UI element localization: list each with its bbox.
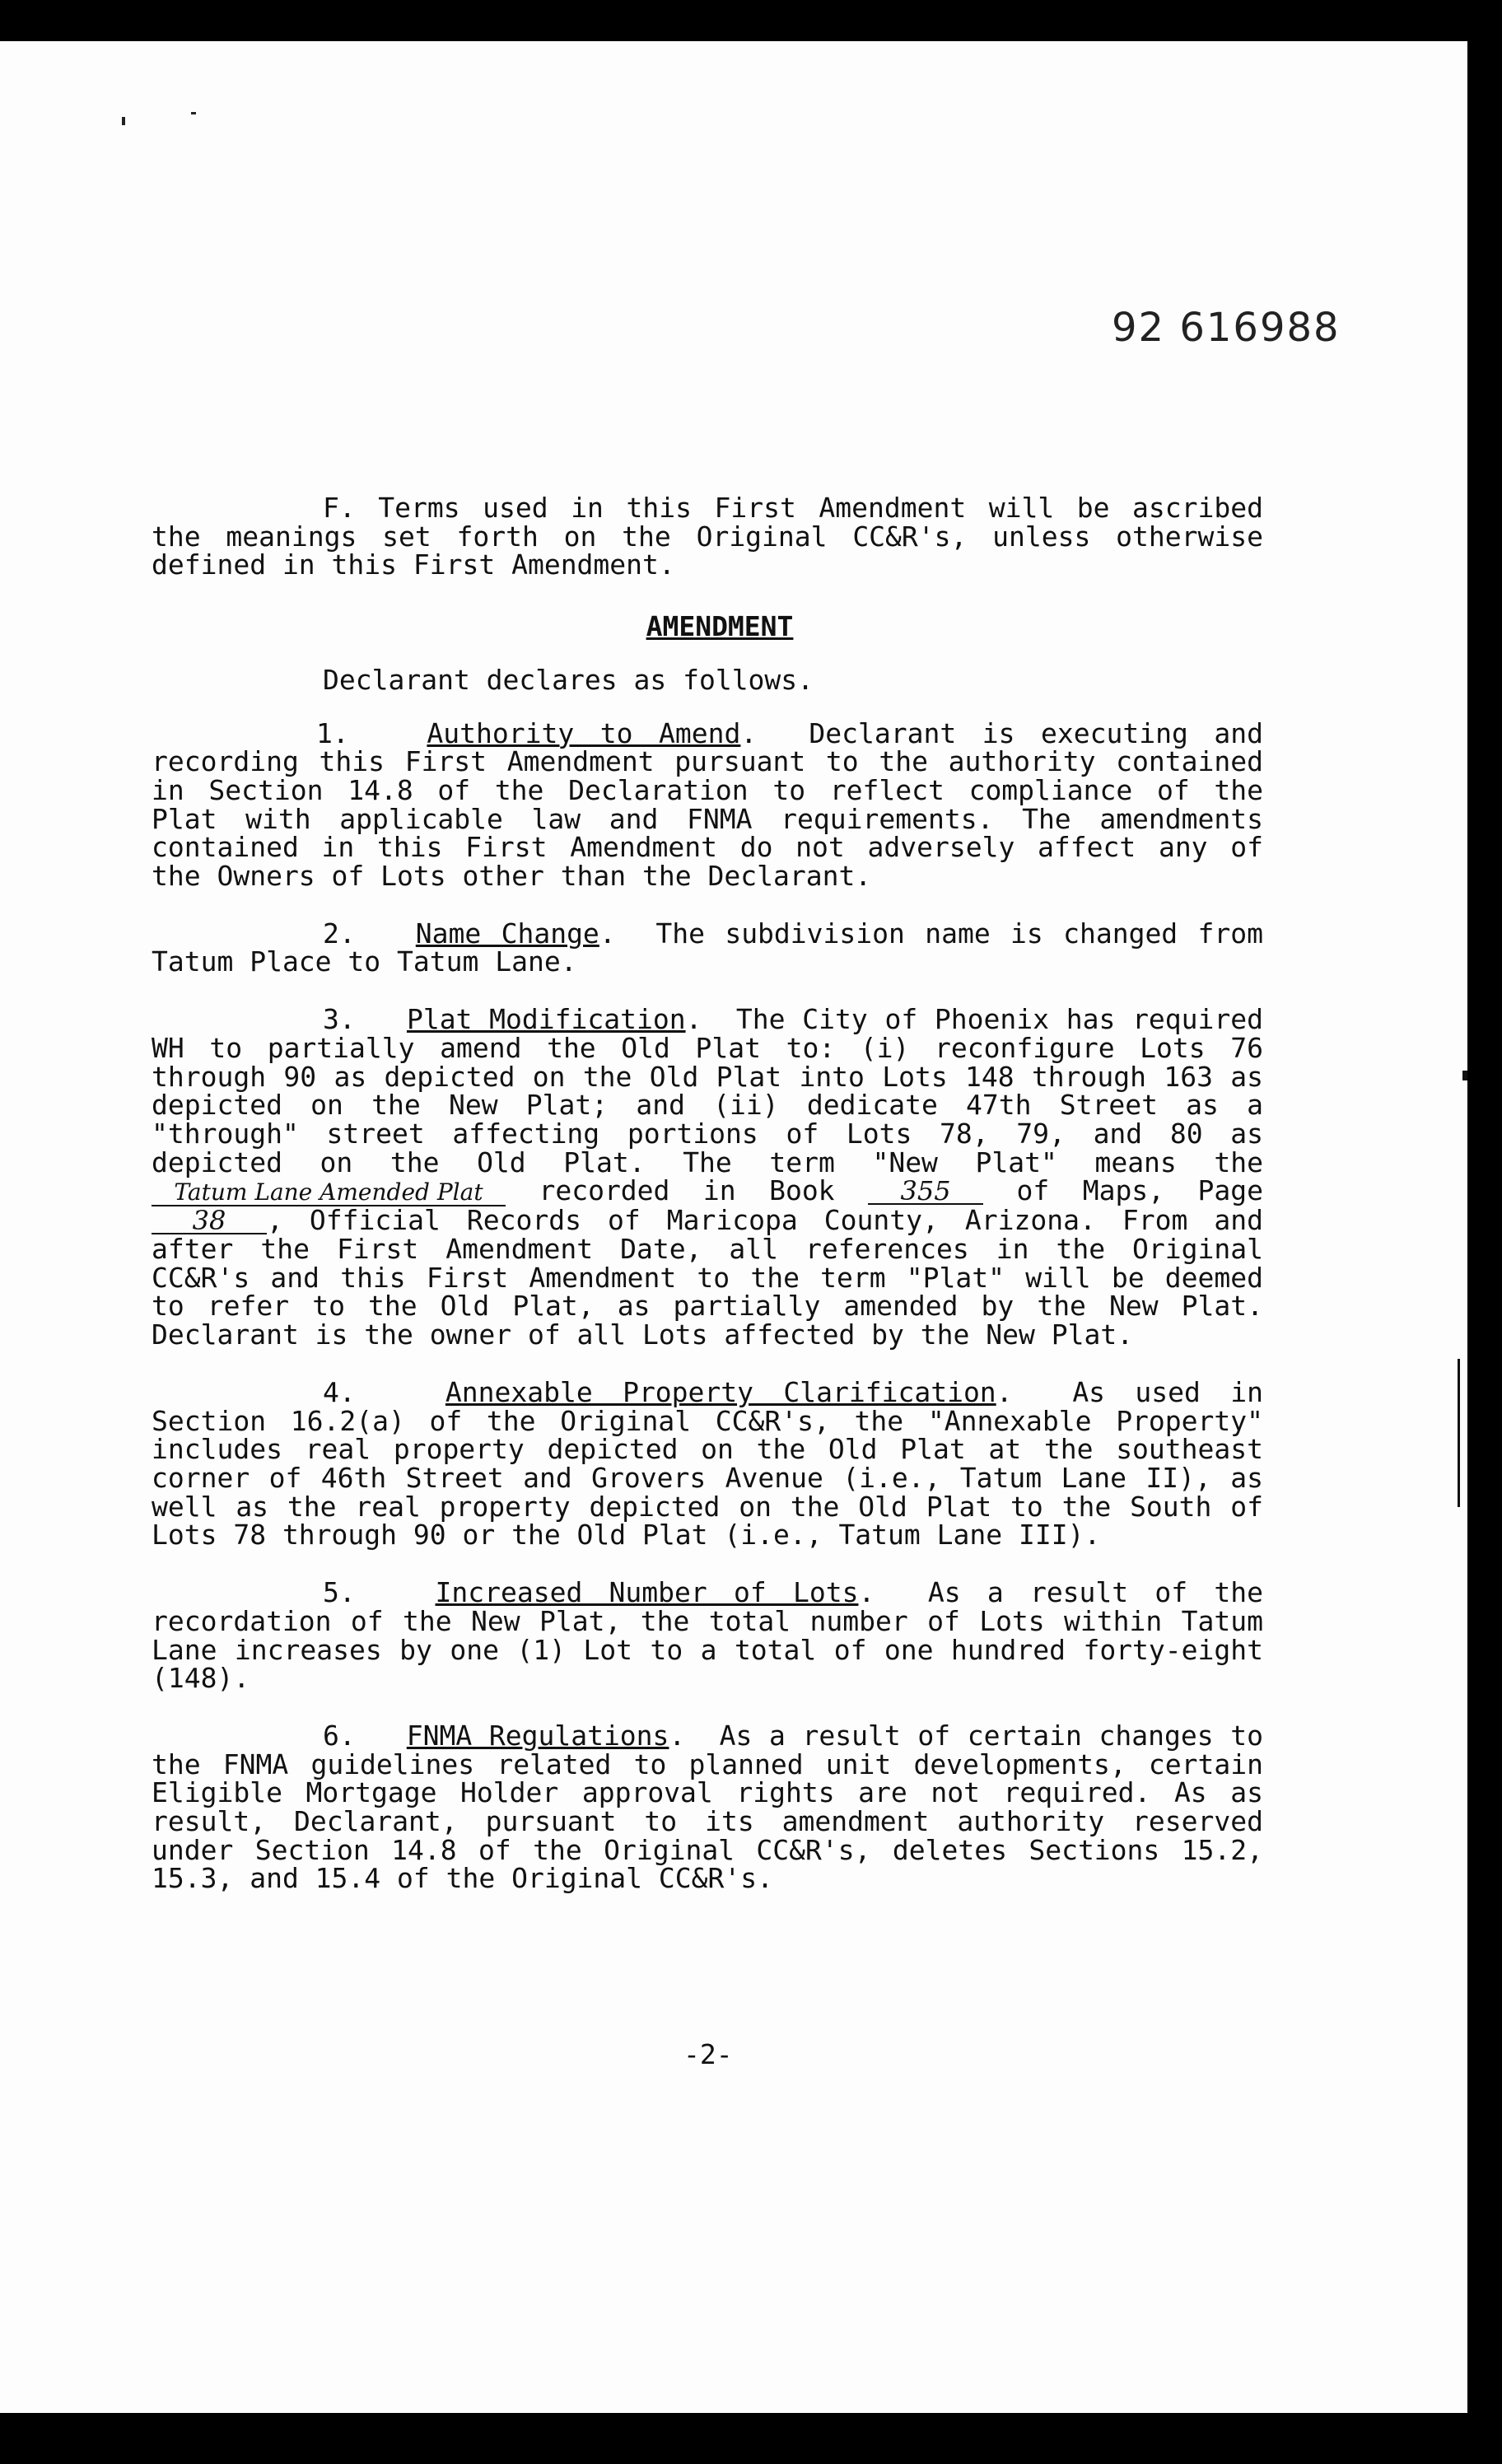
document-number: 92 616988 [1112,305,1341,351]
paragraph-f-text: F. Terms used in this First Amendment will be ascribed the meanings set forth on the Original CC&R's, unless otherwise defined in this First Amendment. [152,492,1263,581]
paragraph-f [152,494,1263,580]
item-3: 3. Plat Modification. The City of Phoenix has required WH to partially amend the Old Plat to: (i) reconfigure Lots 76 through 90 as depicted on the Old Plat into Lots 148 through 163 as depicted on the New Plat; and (ii) dedicate 47th Street as a "through" street affecting portions of Lots 78, 79, and 80 as depicted on the Old Plat. The term "New Plat" means the Tatum Lane Amended Plat recorded in Book 355 of Maps, Page 38 , Official Records of Maricopa County, Arizona. From and after the First Amendment Date, all references in the Original CC&R's and this First Amendment to the term "Plat" will be deemed to refer to the Old Plat, as partially amended by the New Plat. Declarant is the owner of all Lots affected by the New Plat. [152,1003,1264,1351]
scan-speck [191,112,196,114]
item-5-text: As a result of the recordation of the New Plat, the total number of Lots within Tatum Lane increases by one (1) Lot to a total of one hundred forty-eight (148). [152,1576,1263,1695]
item-3-text-c: of Maps, Page [1016,1174,1263,1207]
item-1-num: 1. [316,716,349,749]
item-2-text: The subdivision name is changed from Tatum Place to Tatum Lane. [152,917,1263,978]
margin-mark [1462,1071,1467,1080]
item-1-text: Declarant is executing and recording this First Amendment pursuant to the authority contained in Section 14.8 of the Declaration to reflect compliance of the Plat with applicable law and FNMA requirements. The amendments contained in this First Amendment do not adversely affect any of the Owners of Lots other than the Declarant. [152,716,1264,893]
item-5: 5. Increased Number of Lots. As a result of the recordation of the New Plat, the total number of Lots within Tatum Lane increases by one (1) Lot to a total of one hundred forty-eight (148). [152,1576,1263,1695]
item-2-title: Name Change [415,917,599,950]
item-6-title: FNMA Regulations [406,1719,669,1752]
item-3-text-b: recorded in Book [539,1174,835,1207]
item-3-text-d: , Official Records of Maricopa County, Arizona. From and after the First Amendment Date, all references in the Original CC&R's and this First Amendment to the term "Plat" will be deemed to refer to the Old Plat, as partially amended by the New Plat. Declarant is the owner of all Lots affected by the New Plat. [152,1204,1263,1351]
item-5-title: Increased Number of Lots [435,1576,859,1609]
declares-line: Declarant declares as follows. [323,663,814,696]
item-6-text: As a result of certain changes to the FNMA guidelines related to planned unit developments, certain Eligible Mortgage Holder approval rights are not required. As as result, Declarant, pursuant to its amendment authority reserved under Section 14.8 of the Original CC&R's, deletes Sections 15.2, 15.3, and 15.4 of the Original CC&R's. [152,1719,1263,1895]
item-4-num: 4. [323,1375,356,1408]
item-4-title: Annexable Property Clarification [445,1375,996,1408]
item-4: 4. Annexable Property Clarification. As used in Section 16.2(a) of the Original CC&R's, the "Annexable Property" includes real property depicted on the Old Plat at the southeast corner of 46th Street and Grovers Avenue (i.e., Tatum Lane II), as well as the real property depicted on the Old Plat to the South of Lots 78 through 90 or the Old Plat (i.e., Tatum Lane III). [152,1375,1264,1552]
handwritten-book-number: 355 [868,1178,983,1205]
section-heading: AMENDMENT [646,610,794,643]
handwritten-plat-name: Tatum Lane Amended Plat [152,1180,506,1206]
document-page [0,41,1467,2413]
item-1: 1. Authority to Amend. Declarant is executing and recording this First Amendment pursuant to the authority contained in Section 14.8 of the Declaration to reflect compliance of the Plat with applicable law and FNMA requirements. The amendments contained in this First Amendment do not adversely affect any of the Owners of Lots other than the Declarant. [152,716,1264,893]
item-5-num: 5. [323,1576,356,1609]
item-2-num: 2. [323,917,356,950]
document-body [152,494,1263,1922]
item-2: 2. Name Change. The subdivision name is changed from Tatum Place to Tatum Lane. [152,917,1263,978]
page-number: -2- [683,2038,733,2070]
margin-mark [1458,1359,1460,1507]
scan-speck [122,117,125,125]
item-4-text: As used in Section 16.2(a) of the Original CC&R's, the "Annexable Property" includes real property depicted on the Old Plat at the southeast corner of 46th Street and Grovers Avenue (i.e., Tatum Lane II), as well as the real property depicted on the Old Plat to the South of Lots 78 through 90 or the Old Plat (i.e., Tatum Lane III). [152,1375,1264,1552]
item-3-num: 3. [323,1003,356,1036]
handwritten-page-number: 38 [152,1208,267,1234]
item-3-text-a: The City of Phoenix has required WH to partially amend the Old Plat to: (i) reconfigure Lots 76 through 90 as depicted on the Old Plat into Lots 148 through 163 as depicted on the New Plat; and (ii) dedicate 47th Street as a "through" street affecting portions of Lots 78, 79, and 80 as depicted on the Old Plat. The term "New Plat" means the [152,1003,1264,1178]
item-6-num: 6. [323,1719,356,1752]
item-3-title: Plat Modification [406,1003,686,1036]
item-6: 6. FNMA Regulations. As a result of certain changes to the FNMA guidelines related to planned unit developments, certain Eligible Mortgage Holder approval rights are not required. As as result, Declarant, pursuant to its amendment authority reserved under Section 14.8 of the Original CC&R's, deletes Sections 15.2, 15.3, and 15.4 of the Original CC&R's. [152,1719,1263,1895]
item-1-title: Authority to Amend [427,716,741,749]
